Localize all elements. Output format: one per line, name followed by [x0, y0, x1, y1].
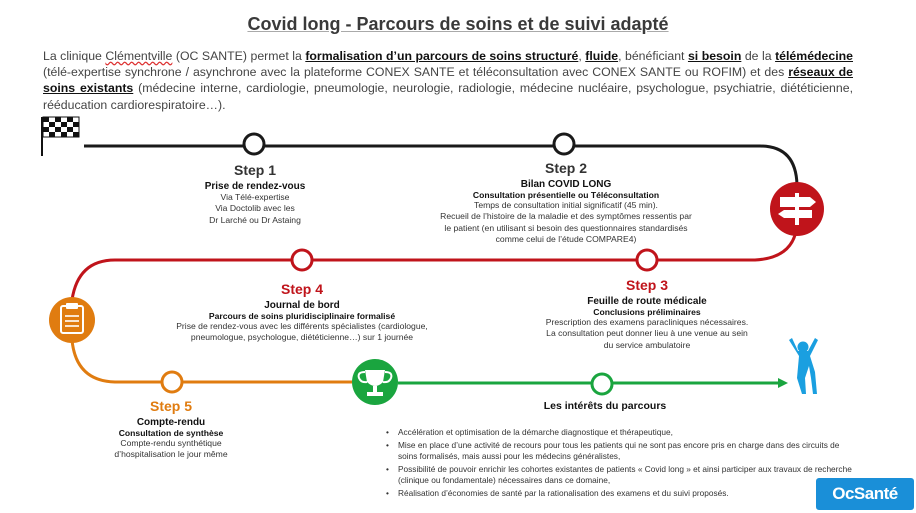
step5-block	[96, 398, 246, 461]
step2-body: Temps de consultation initial significatif (45 min). Recueil de l’histoire de la maladie et des symptômes ressentis par le patient (en utilisant si besoin des questionnaires standardisés comme celui de l’étude COMPARE4)	[440, 200, 692, 245]
step3-subheading: Conclusions préliminaires	[593, 307, 701, 317]
checkered-flag-icon	[42, 117, 79, 156]
arrow-head-icon	[778, 378, 788, 388]
step2-subheading: Consultation présentielle ou Téléconsultation	[472, 190, 660, 200]
step5-label: Step 5	[149, 398, 192, 414]
trophy-icon	[352, 359, 398, 405]
step2-marker	[554, 134, 574, 154]
clinic-name: Clémentville	[105, 49, 173, 63]
step3-heading: Feuille de route médicale	[587, 296, 707, 307]
step4-label: Step 4	[280, 281, 323, 297]
step4-subheading: Parcours de soins pluridisciplinaire formalisé	[208, 311, 396, 321]
step5-body: Compte-rendu synthétique d’hospitalisation le jour même	[114, 438, 228, 460]
step1-label: Step 1	[233, 162, 276, 178]
oc-sante-logo: OcSanté	[816, 478, 914, 510]
step2-heading: Bilan COVID LONG	[520, 179, 612, 190]
step2-label: Step 2	[544, 160, 587, 176]
step3-marker	[637, 250, 657, 270]
list-item: • Possibilité de pouvoir enrichir les cohortes existantes de patients « Covid long » et ainsi participer aux travaux de recherche (clinique ou fondamentale) nécessaires dans ce domaine,	[386, 464, 856, 486]
step4-body: Prise de rendez-vous avec les différents spécialistes (cardiologue, pneumologue, psychologue, diététicienne…) sur 1 journée	[176, 321, 428, 343]
step1-block	[175, 162, 335, 226]
list-item: • Réalisation d’économies de santé par la rationalisation des examens et du suivi proposés.	[386, 488, 856, 499]
step1-heading: Prise de rendez-vous	[204, 181, 306, 192]
clipboard-icon	[49, 297, 95, 343]
step1-body: Via Télé-expertise Via Doctolib avec les Dr Larché ou Dr Astaing	[209, 192, 301, 225]
step3-body: Prescription des examens paracliniques nécessaires. La consultation peut donner lieu à une venue au sein du service ambulatoire	[545, 317, 749, 350]
signpost-icon	[770, 182, 824, 236]
step4-block	[152, 281, 452, 344]
step4-marker	[292, 250, 312, 270]
step4-heading: Journal de bord	[264, 300, 340, 311]
step5-subheading: Consultation de synthèse	[118, 428, 224, 438]
benefits-title: Les intérêts du parcours	[543, 400, 667, 412]
step5-marker	[162, 372, 182, 392]
step5-heading: Compte-rendu	[136, 417, 206, 428]
page-title: Covid long - Parcours de soins et de suivi adapté	[247, 14, 669, 34]
benefits-marker	[592, 374, 612, 394]
celebrating-person-icon	[789, 338, 818, 394]
step1-marker	[244, 134, 264, 154]
track-segment-orange	[72, 340, 352, 382]
benefits-list	[386, 427, 856, 501]
step3-block	[517, 277, 777, 351]
intro-paragraph: La clinique Clémentville (OC SANTE) permet la formalisation d’un parcours de soins structuré, fluide, bénéficiant si besoin de la télémédecine (télé-expertise synchrone / asynchrone avec la plateforme CONEX SANTE et téléconsultation avec CONEX SANTE ou ROFIM) et des réseaux de soins existants (médecine interne, cardiologie, pneumologie, neurologie, radiologie, médecine nucléaire, psychologue, psychiatrie, diététicienne, rééducation cardiorespiratoire…).	[43, 49, 853, 112]
step3-label: Step 3	[625, 277, 668, 293]
list-item: • Accélération et optimisation de la démarche diagnostique et thérapeutique,	[386, 427, 856, 438]
list-item: • Mise en place d’une activité de recours pour tous les patients qui ne sont pas encore pris en charge dans des circuits de soins formalisés, mais aussi pour les médecins généralistes,	[386, 440, 856, 462]
step2-block	[416, 160, 716, 246]
